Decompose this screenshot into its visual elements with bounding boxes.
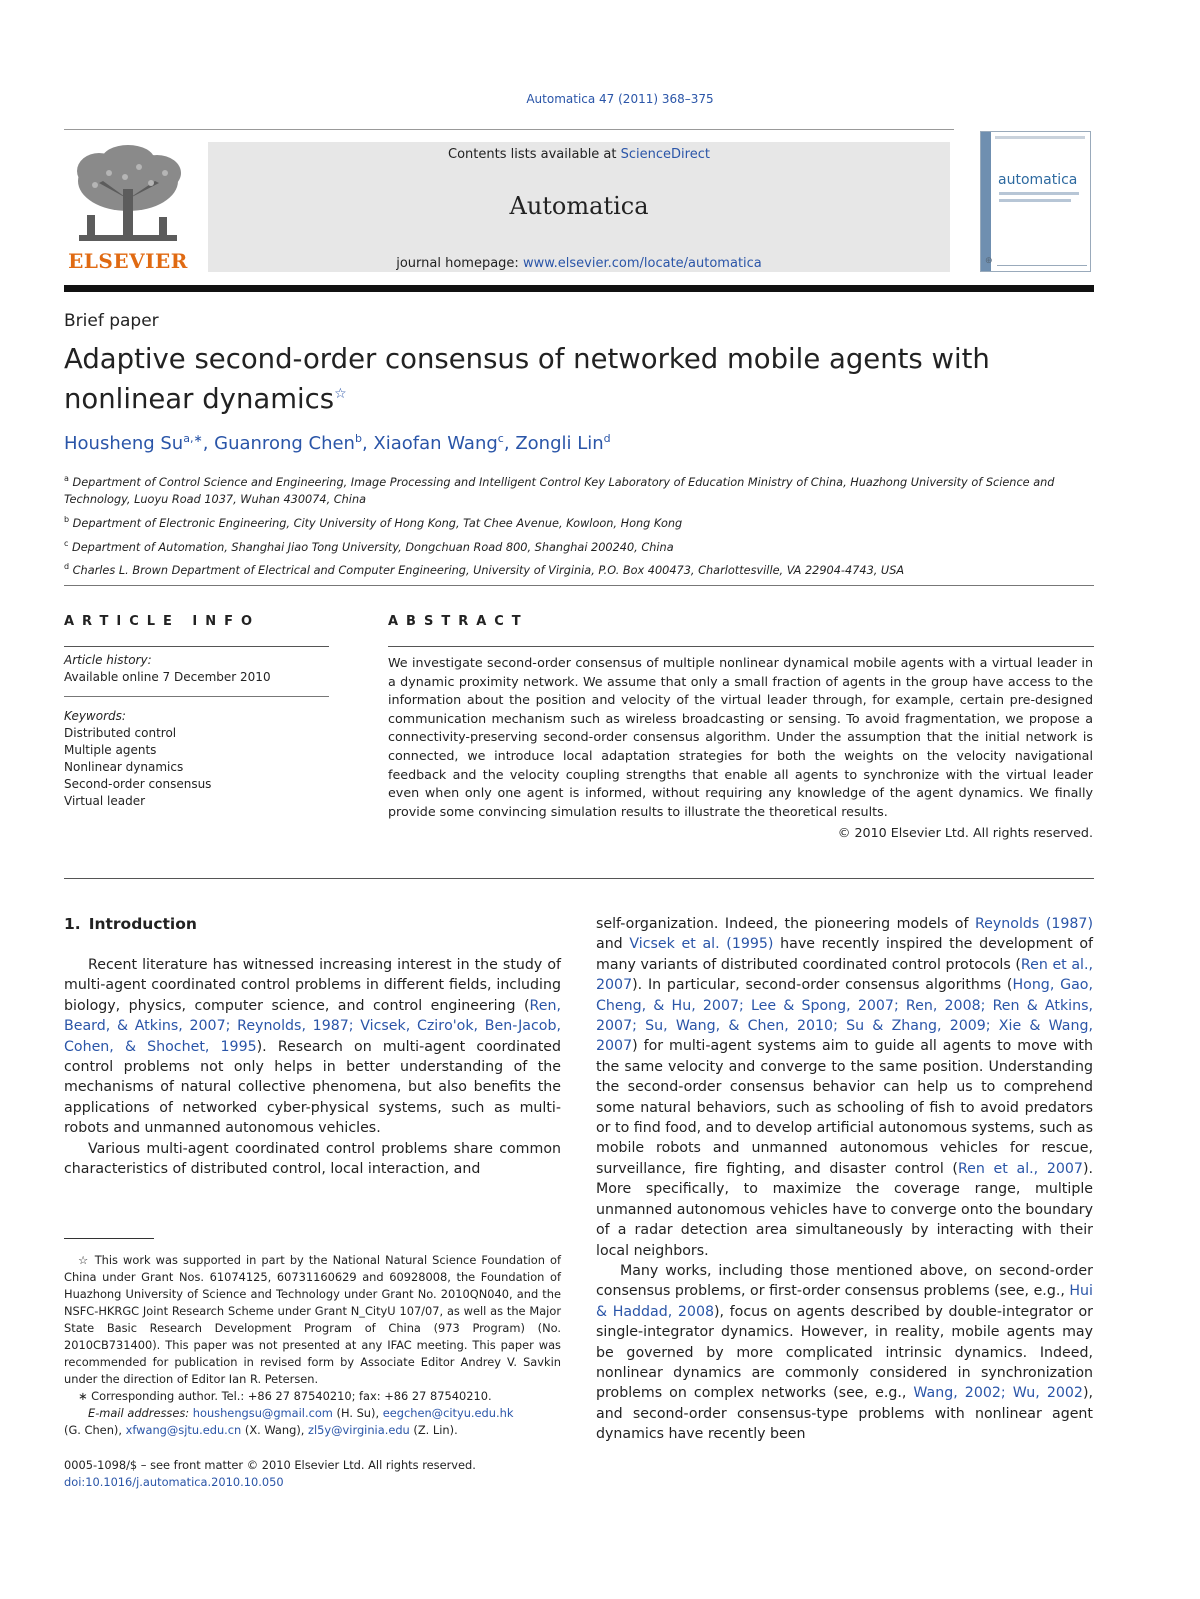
journal-name: Automatica (509, 192, 649, 220)
journal-homepage-link[interactable]: www.elsevier.com/locate/automatica (522, 256, 762, 271)
keyword: Second-order consensus (64, 777, 212, 791)
footnote-rule (64, 1238, 154, 1239)
sciencedirect-link[interactable]: ScienceDirect (620, 147, 710, 162)
reference-link[interactable]: Wang, 2002; Wu, 2002 (913, 1385, 1083, 1402)
abstract-copyright: © 2010 Elsevier Ltd. All rights reserved. (837, 825, 1093, 841)
reference-link[interactable]: Hong, Gao, Cheng, & Hu, 2007; Lee & Spong, 2007; Ren, 2008; Ren & Atkins, 2007; Su, Wang, & Chen, 2010; Su & Zhang, 2009; Xie & Wang, 2007 (596, 977, 1093, 1055)
author-name[interactable]: Guanrong Chen (214, 433, 355, 454)
affiliation: $^a$ Department of Control Science and Engineering, Image Processing and Intelligent Control Key Laboratory of Education Ministry of China, Huazhong University of Science and Technology, Luoyu Road 1037, Wuhan 430074, China (64, 474, 1055, 506)
email-link[interactable]: houshengsu@gmail.com (192, 1406, 333, 1420)
header-rule (64, 129, 954, 130)
abstract (388, 654, 1093, 843)
bottom-info (64, 1457, 561, 1491)
body-right-column (596, 914, 1093, 1445)
email-footnote: E-mail addresses: houshengsu@gmail.com (H. Su), eegchen@cityu.edu.hk (G. Chen), xfwang@sjtu.edu.cn (X. Wang), zl5y@virginia.edu (Z. Lin). (64, 1406, 514, 1437)
section-rule (64, 585, 1094, 586)
keyword: Distributed control (64, 726, 177, 740)
paragraph: Many works, including those mentioned above, on second-order consensus problems, or first-order consensus problems (see, e.g., Hui & Haddad, 2008), focus on agents described by double-integrator or single-integrator dynamics. However, in reality, mobile agents may be governed by more complicated intrinsic dynamics. Indeed, nonlinear dynamics are commonly considered in synchronization problems on complex networks (see, e.g., Wang, 2002; Wu, 2002), and second-order consensus-type problems with nonlinear agent dynamics have recently been (596, 1262, 1093, 1443)
article-type: Brief paper (64, 311, 159, 331)
paragraph: Recent literature has witnessed increasing interest in the study of multi-agent coordinated control problems in different fields, including biology, physics, computer science, and control engineering (Ren, Beard, & Atkins, 2007; Reynolds, 1987; Vicsek, Czirо'ok, Ben-Jacob, Cohen, & Shochet, 1995). Research on multi-agent coordinated control problems not only helps in better understanding of the mechanisms of natural collective phenomena, but also benefits the applications of networked cyber-physical systems, such as multi-robots and unmanned autonomous vehicles. (64, 957, 561, 1137)
reference-link[interactable]: Reynolds (974, 916, 1040, 932)
body-left-column (64, 955, 561, 1179)
info-rule (64, 646, 329, 647)
elsevier-logo (64, 143, 192, 275)
article-info-heading: ARTICLE INFO (64, 614, 261, 629)
doi-link[interactable]: doi:10.1016/j.automatica.2010.10.050 (64, 1475, 284, 1489)
article-info (64, 652, 334, 810)
abstract-text: We investigate second-order consensus of multiple nonlinear dynamical mobile agents with a virtual leader in a dynamic proximity network. We assume that only a small fraction of agents in the group have access to the information about the position and velocity of the virtual leader through, for example, certain pre-designed communication mechanism such as wireless broadcasting or sensing. To avoid fragmentation, we propose a connectivity-preserving second-order consensus algorithm. Under the assumption that the initial network is connected, we introduce local adaptation strategies for both the weights on the velocity navigational feedback and the velocity coupling strengths that enable all agents to synchronize with the virtual leader even when only one agent is informed, without requiring any knowledge of the agent dynamics. We finally provide some convincing simulation results to illustrate the theoretical results. (388, 655, 1093, 819)
reference-link[interactable]: Ren et al., 2007 (596, 956, 1093, 994)
journal-homepage-line: journal homepage: www.elsevier.com/locate/automatica (396, 256, 762, 271)
title-footnote-mark[interactable]: ☆ (334, 386, 347, 402)
cover-publisher-icon: ⊕ (985, 256, 993, 266)
history-label: Article history: (64, 653, 152, 667)
reference-link[interactable]: Vicsek et al. (629, 936, 720, 953)
author-affil-mark[interactable]: a,∗ (183, 432, 203, 445)
header-thick-rule (64, 285, 1094, 292)
affiliation: $^c$ Department of Automation, Shanghai Jiao Tong University, Dongchuan Road 800, Shanghai 200240, China (64, 538, 674, 554)
keyword: Multiple agents (64, 743, 157, 757)
footnotes (64, 1252, 561, 1439)
history-value: Available online 7 December 2010 (64, 670, 271, 684)
section-heading: 1. Introduction (64, 915, 197, 933)
author-name[interactable]: Housheng Su (64, 433, 184, 454)
author-list: Housheng $Su^{a,∗}$, Guanrong Chen$^b$, Xiaofan Wang$^c$, Zongli Lin$^d$ (64, 432, 611, 454)
issn-line: 0005-1098/$ – see front matter © 2010 Elsevier Ltd. All rights reserved. (64, 1458, 476, 1472)
cover-title: automatica (998, 172, 1078, 188)
keyword: Virtual leader (64, 794, 146, 808)
affiliation: $^b$ Department of Electronic Engineering, City University of Hong Kong, Tat Chee Avenue, Kowloon, Hong Kong (64, 514, 683, 530)
section-rule (64, 878, 1094, 879)
affiliations (64, 470, 1074, 582)
contents-lists-line: Contents lists available at ScienceDirect (448, 147, 710, 162)
affiliation: $^d$ Charles L. Brown Department of Electrical and Computer Engineering, University of Virginia, P.O. Box 400473, Charlottesville, VA 22904-4743, USA (64, 562, 905, 578)
cover-line (995, 136, 1085, 139)
abstract-rule (388, 646, 1094, 647)
cover-band (981, 132, 991, 271)
article-title: Adaptive second-order consensus of networked mobile agents with nonlinear dynamics☆ (64, 343, 990, 416)
cover-subtitle-line (999, 192, 1079, 195)
reference-link[interactable]: Ren et al., 2007 (957, 1160, 1083, 1177)
author-affil-mark[interactable]: b (354, 432, 362, 445)
reference-link[interactable]: Ren, Beard, & Atkins, 2007; Reynolds, 1987; Vicsek, Czirо'ok, Ben-Jacob, Cohen, & Shochet, 1995 (64, 997, 561, 1055)
corresponding-author-footnote: ∗ Corresponding author. Tel.: +86 27 87540210; fax: +86 27 87540210. (78, 1389, 492, 1403)
keyword: Nonlinear dynamics (64, 760, 184, 774)
journal-citation-link[interactable]: Automatica 47 (2011) 368–375 (526, 92, 714, 106)
journal-cover-thumbnail[interactable] (980, 131, 1091, 272)
elsevier-wordmark: ELSEVIER (68, 249, 188, 273)
paragraph: self-organization. Indeed, the pioneering models of Reynolds (1987) and Vicsek et al. (1995) have recently inspired the development of many variants of distributed coordinated control protocols (Ren et al., 2007). In particular, second-order consensus algorithms (Hong, Gao, Cheng, & Hu, 2007; Lee & Spong, 2007; Ren, 2008; Ren & Atkins, 2007; Su, Wang, & Chen, 2010; Su & Zhang, 2009; Xie & Wang, 2007) for multi-agent systems aim to guide all agents to move with the same velocity and converge to the same position. Understanding the second-order consensus behavior can help us to comprehend some natural behaviors, such as schooling of fish to avoid predators or to find food, and to develop artificial autonomous systems, such as mobile robots and unmanned autonomous vehicles for rescue, surveillance, fire fighting, and disaster control (Ren et al., 2007). More specifically, to maximize the coverage range, multiple unmanned autonomous vehicles have to converge onto the boundary of a radar detection area simultaneously by interacting with their local neighbors. (596, 916, 1094, 1259)
email-link[interactable]: zl5y@virginia.edu (308, 1423, 410, 1437)
journal-banner (208, 142, 950, 272)
author-name[interactable]: Zongli Lin (515, 433, 604, 454)
email-link[interactable]: eegchen@cityu.edu.hk (382, 1406, 514, 1420)
author-affil-mark[interactable]: c (497, 432, 504, 445)
cover-line (997, 265, 1087, 266)
abstract-heading: ABSTRACT (388, 614, 529, 629)
info-rule (64, 686, 329, 697)
elsevier-tree-icon (69, 143, 187, 247)
reference-link[interactable]: Hui & Haddad, 2008 (596, 1283, 1093, 1320)
paragraph: Various multi-agent coordinated control problems share common characteristics of distributed control, local interaction, and (64, 1140, 561, 1178)
funding-footnote: ☆ This work was supported in part by the National Natural Science Foundation of China under Grant Nos. 61074125, 60731160629 and 60928008, the Foundation of Huazhong University of Science and Technology under Grant No. 2010QN040, and the NSFC-HKRGC Joint Research Scheme under Grant N_CityU 107/07, as well as the Major State Basic Research Development Program of China (973 Program) (No. 2010CB731400). This paper was not presented at any IFAC meeting. This paper was recommended for publication in revised form by Associate Editor Andrey V. Savkin under the direction of Editor Ian R. Petersen. (64, 1253, 561, 1386)
author-affil-mark[interactable]: d (603, 432, 611, 445)
keywords-label: Keywords: (64, 709, 126, 723)
reference-link[interactable]: (1987) (1045, 916, 1093, 932)
cover-subtitle-line (999, 199, 1071, 202)
email-link[interactable]: xfwang@sjtu.edu.cn (125, 1423, 242, 1437)
author-name[interactable]: Xiaofan Wang (373, 433, 498, 454)
reference-link[interactable]: (1995) (726, 936, 774, 953)
